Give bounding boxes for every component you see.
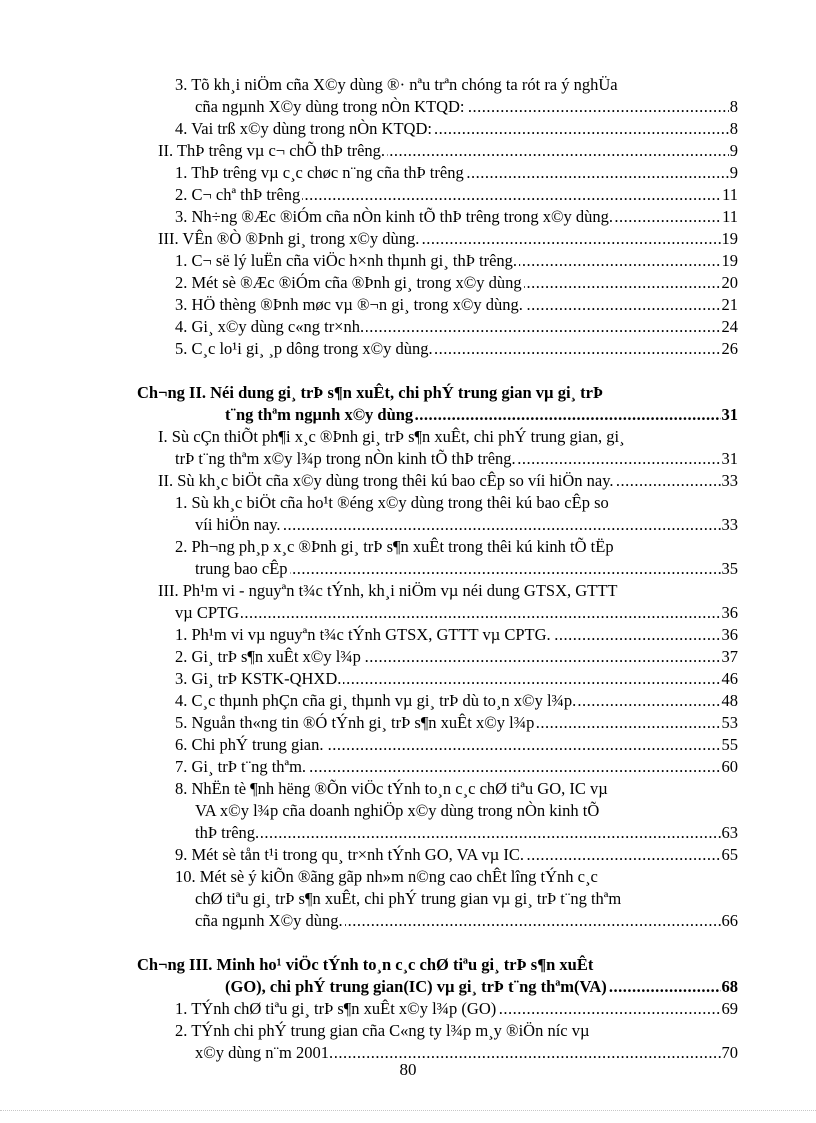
toc-spacer bbox=[0, 932, 816, 954]
toc-page-number: 37 bbox=[721, 647, 738, 666]
toc-entry-title: 1. ThÞ trêng vµ c¸c chøc n¨ng cña thÞ trêng bbox=[175, 163, 464, 182]
toc-entry bbox=[195, 910, 738, 932]
toc-entry-title: 1. C¬ së lý luËn cña viÖc h×nh thµnh gi¸ thÞ trêng. bbox=[175, 251, 518, 270]
toc-entry-title: cña ngµnh X©y dùng. bbox=[195, 911, 343, 930]
toc-entry-title: II. ThÞ trêng vµ c¬ chÕ thÞ trêng. bbox=[158, 141, 386, 160]
toc-page-number: 60 bbox=[721, 757, 738, 776]
toc-page-number: 9 bbox=[729, 163, 738, 182]
toc-page-number: 36 bbox=[721, 625, 738, 644]
toc-chapter-line bbox=[137, 954, 738, 976]
toc-entry-title: 2. Ph¬ng ph¸p x¸c ®Þnh gi¸ trÞ s¶n xuÊt trong thêi kú kinh tÕ tËp bbox=[175, 537, 614, 556]
toc-entry bbox=[175, 778, 738, 800]
toc-entry-title: trung bao cÊp bbox=[195, 559, 288, 578]
toc-entry bbox=[195, 888, 738, 910]
toc-page-number: 48 bbox=[721, 691, 738, 710]
toc-page-number: 65 bbox=[721, 845, 738, 864]
toc-page-number: 9 bbox=[729, 141, 738, 160]
toc-entry-title: chØ tiªu gi¸ trÞ s¶n xuÊt, chi phÝ trung gian vµ gi¸ trÞ t¨ng thªm bbox=[195, 889, 622, 908]
toc-entry bbox=[175, 646, 738, 668]
toc-entry bbox=[175, 668, 738, 690]
toc-entry bbox=[175, 206, 738, 228]
toc-entry bbox=[175, 162, 738, 184]
toc-entry bbox=[175, 338, 738, 360]
toc-entry-title: II. Sù kh¸c biÖt cña x©y dùng trong thêi kú bao cÊp so víi hiÖn nay. bbox=[158, 471, 614, 490]
toc-entry bbox=[175, 316, 738, 338]
toc-entry-title: 2. Gi¸ trÞ s¶n xuÊt x©y l¾p bbox=[175, 647, 361, 666]
toc-entry bbox=[175, 602, 738, 624]
toc-page-number: 63 bbox=[721, 823, 738, 842]
toc-entry bbox=[158, 580, 738, 602]
toc-page-number: 70 bbox=[721, 1043, 738, 1062]
toc-entry bbox=[195, 96, 738, 118]
toc-entry bbox=[175, 998, 738, 1020]
toc-entry bbox=[175, 690, 738, 712]
toc-page-number: 8 bbox=[729, 119, 738, 138]
toc-entry bbox=[175, 866, 738, 888]
toc-entry bbox=[195, 514, 738, 536]
toc-entry-title: 1. Sù kh¸c biÖt cña ho¹t ®éng x©y dùng trong thêi kú bao cÊp so bbox=[175, 493, 609, 512]
toc-page-number: 36 bbox=[721, 603, 738, 622]
toc-page-number: 19 bbox=[721, 251, 738, 270]
toc-entry bbox=[195, 822, 738, 844]
toc-page-number: 11 bbox=[722, 185, 738, 204]
toc-page-number: 21 bbox=[721, 295, 738, 314]
toc-entry-title: 8. NhËn tè ¶nh hëng ®Õn viÖc tÝnh to¸n c¸c chØ tiªu GO, IC vµ bbox=[175, 779, 608, 798]
toc-entry-title: Ch¬ng III. Minh ho¹ viÖc tÝnh to¸n c¸c chØ tiªu gi¸ trÞ s¶n xuÊt bbox=[137, 955, 594, 974]
toc-entry-title: 5. Nguån th«ng tin ®Ó tÝnh gi¸ trÞ s¶n xuÊt x©y l¾p bbox=[175, 713, 535, 732]
toc-page-number: 69 bbox=[721, 999, 738, 1018]
toc-page-number: 8 bbox=[729, 97, 738, 116]
toc-entry-title: 4. Vai trß x©y dùng trong nÒn KTQD: bbox=[175, 119, 432, 138]
toc-page-number: 46 bbox=[721, 669, 738, 688]
page-edge-divider bbox=[0, 1110, 816, 1111]
toc-entry bbox=[175, 734, 738, 756]
toc-entry bbox=[175, 536, 738, 558]
toc-entry-title: 1. Ph¹m vi vµ nguyªn t¾c tÝnh GTSX, GTTT vµ CPTG. bbox=[175, 625, 551, 644]
toc-entry bbox=[175, 448, 738, 470]
toc-entry-title: Ch¬ng II. Néi dung gi¸ trÞ s¶n xuÊt, chi phÝ trung gian vµ gi¸ trÞ bbox=[137, 383, 604, 402]
toc-entry-title: 3. Gi¸ trÞ KSTK-QHXD. bbox=[175, 669, 342, 688]
toc-entry-title: VA x©y l¾p cña doanh nghiÖp x©y dùng trong nÒn kinh tÕ bbox=[195, 801, 600, 820]
toc-entry-title: 3. Tõ kh¸i niÖm cña X©y dùng ®· nªu trªn chóng ta rót ra ý nghÜa bbox=[175, 75, 618, 94]
toc-entry bbox=[175, 492, 738, 514]
toc-entry-title: (GO), chi phÝ trung gian(IC) vµ gi¸ trÞ t¨ng thªm(VA) bbox=[225, 977, 607, 996]
toc-page-number: 33 bbox=[721, 471, 738, 490]
toc-entry bbox=[195, 558, 738, 580]
toc-page-number: 68 bbox=[721, 977, 738, 996]
toc-page-number: 24 bbox=[721, 317, 738, 336]
leader-dots bbox=[195, 822, 738, 844]
leader-dots bbox=[175, 602, 738, 624]
toc-entry-title: t¨ng thªm ngµnh x©y dùng bbox=[225, 405, 414, 424]
toc-entry-title: I. Sù cÇn thiÕt ph¶i x¸c ®Þnh gi¸ trÞ s¶n xuÊt, chi phÝ trung gian, gi¸ bbox=[158, 427, 625, 446]
toc-page-number: 31 bbox=[721, 405, 738, 424]
toc-page-number: 55 bbox=[721, 735, 738, 754]
toc-entry bbox=[158, 426, 738, 448]
table-of-contents bbox=[0, 74, 816, 1064]
toc-page-number: 11 bbox=[722, 207, 738, 226]
toc-page-number: 31 bbox=[721, 449, 738, 468]
toc-chapter-line bbox=[225, 976, 738, 998]
toc-entry bbox=[158, 228, 738, 250]
toc-entry-title: vµ CPTG bbox=[175, 603, 240, 622]
toc-entry-title: 4. Gi¸ x©y dùng c«ng tr×nh. bbox=[175, 317, 365, 336]
toc-page-number: 26 bbox=[721, 339, 738, 358]
toc-entry bbox=[175, 624, 738, 646]
toc-entry-title: víi hiÖn nay. bbox=[195, 515, 281, 534]
toc-entry-title: 2. Mét sè ®Æc ®iÓm cña ®Þnh gi¸ trong x©y dùng bbox=[175, 273, 522, 292]
toc-entry bbox=[175, 844, 738, 866]
toc-page-number: 35 bbox=[721, 559, 738, 578]
toc-entry-title: thÞ trêng. bbox=[195, 823, 260, 842]
toc-entry-title: 3. Nh÷ng ®Æc ®iÓm cña nÒn kinh tÕ thÞ trêng trong x©y dùng. bbox=[175, 207, 614, 226]
toc-entry bbox=[175, 294, 738, 316]
toc-entry bbox=[175, 756, 738, 778]
toc-chapter-line bbox=[137, 382, 738, 404]
toc-entry-title: 3. HÖ thèng ®Þnh møc vµ ®¬n gi¸ trong x©y dùng. bbox=[175, 295, 523, 314]
toc-entry bbox=[158, 140, 738, 162]
toc-entry bbox=[175, 712, 738, 734]
toc-entry-title: 2. TÝnh chi phÝ trung gian cña C«ng ty l¾p m¸y ®iÖn níc vµ bbox=[175, 1021, 590, 1040]
page-number: 80 bbox=[399, 1060, 417, 1079]
toc-entry-title: 9. Mét sè tån t¹i trong qu¸ tr×nh tÝnh GO, VA vµ IC. bbox=[175, 845, 525, 864]
toc-entry-title: 5. C¸c lo¹i gi¸ ¸p dông trong x©y dùng. bbox=[175, 339, 433, 358]
toc-page-number: 33 bbox=[721, 515, 738, 534]
toc-entry bbox=[195, 800, 738, 822]
toc-entry bbox=[158, 470, 738, 492]
toc-entry bbox=[175, 272, 738, 294]
toc-page-number: 66 bbox=[721, 911, 738, 930]
toc-entry-title: x©y dùng n¨m 2001. bbox=[195, 1043, 334, 1062]
toc-entry-title: III. Ph¹m vi - nguyªn t¾c tÝnh, kh¸i niÖm vµ néi dung GTSX, GTTT bbox=[158, 581, 618, 600]
toc-spacer bbox=[0, 360, 816, 382]
toc-entry-title: 1. TÝnh chØ tiªu gi¸ trÞ s¶n xuÊt x©y l¾p (GO) bbox=[175, 999, 497, 1018]
toc-entry bbox=[175, 1020, 738, 1042]
toc-chapter-line bbox=[225, 404, 738, 426]
toc-entry-title: 10. Mét sè ý kiÕn ®ãng gãp nh»m n©ng cao chÊt lîng tÝnh c¸c bbox=[175, 867, 598, 886]
toc-entry-title: 7. Gi¸ trÞ t¨ng thªm. bbox=[175, 757, 307, 776]
toc-entry-title: cña ngµnh X©y dùng trong nÒn KTQD: bbox=[195, 97, 465, 116]
toc-entry bbox=[175, 250, 738, 272]
toc-entry-title: 4. C¸c thµnh phÇn cña gi¸ thµnh vµ gi¸ trÞ dù to¸n x©y l¾p. bbox=[175, 691, 577, 710]
toc-entry-title: III. VÊn ®Ò ®Þnh gi¸ trong x©y dùng. bbox=[158, 229, 420, 248]
toc-page-number: 19 bbox=[721, 229, 738, 248]
toc-entry-title: 2. C¬ chª thÞ trêng bbox=[175, 185, 301, 204]
toc-entry bbox=[175, 184, 738, 206]
toc-entry bbox=[175, 74, 738, 96]
toc-entry-title: trÞ t¨ng thªm x©y l¾p trong nÒn kinh tÕ thÞ trêng. bbox=[175, 449, 516, 468]
toc-entry bbox=[175, 118, 738, 140]
toc-page-number: 53 bbox=[721, 713, 738, 732]
toc-page-number: 20 bbox=[721, 273, 738, 292]
toc-entry-title: 6. Chi phÝ trung gian. bbox=[175, 735, 324, 754]
